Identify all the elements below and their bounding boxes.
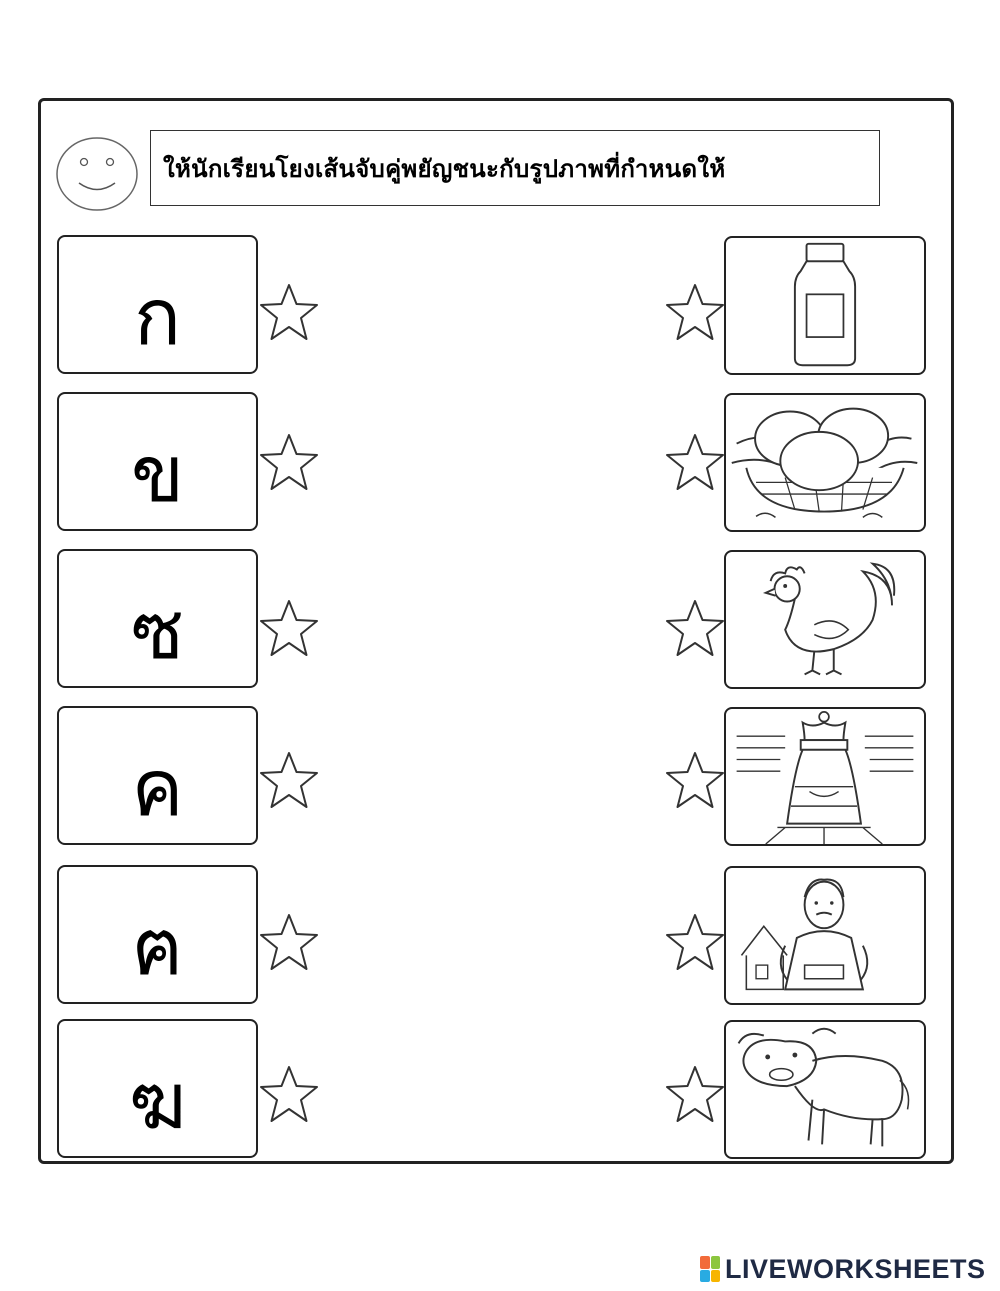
- liveworksheets-logo: [700, 1252, 986, 1286]
- letter-card-1: [57, 235, 258, 374]
- star-icon[interactable]: [258, 1064, 320, 1126]
- letter: ฆ: [128, 1057, 187, 1147]
- letter: ฅ: [131, 903, 184, 993]
- liveworksheets-brand-text: LIVEWORKSHEETS: [725, 1253, 986, 1284]
- letter-card-4: [57, 706, 258, 845]
- star-icon[interactable]: [258, 432, 320, 494]
- instruction-text: ให้นักเรียนโยงเส้นจับคู่พยัญชนะกับรูปภาพที่กำหนดให้: [150, 130, 880, 206]
- eggs-in-nest-picture: [724, 393, 926, 532]
- letter: ข: [130, 430, 185, 520]
- star-icon[interactable]: [664, 912, 726, 974]
- letter-card-6: [57, 1019, 258, 1158]
- star-icon[interactable]: [664, 282, 726, 344]
- letter: ค: [131, 744, 184, 834]
- star-icon[interactable]: [664, 432, 726, 494]
- star-icon[interactable]: [664, 1064, 726, 1126]
- star-icon[interactable]: [258, 598, 320, 660]
- letter: ก: [133, 273, 182, 363]
- man-picture: [724, 866, 926, 1005]
- letter-card-3: [57, 549, 258, 688]
- star-icon[interactable]: [258, 912, 320, 974]
- letter-card-5: [57, 865, 258, 1004]
- smiley-face-icon: [55, 136, 139, 212]
- bell-picture: [724, 707, 926, 846]
- star-icon[interactable]: [664, 598, 726, 660]
- liveworksheets-logo-icon: [700, 1256, 720, 1282]
- star-icon[interactable]: [258, 282, 320, 344]
- star-icon[interactable]: [664, 750, 726, 812]
- buffalo-picture: [724, 1020, 926, 1159]
- letter-card-2: [57, 392, 258, 531]
- rooster-picture: [724, 550, 926, 689]
- star-icon[interactable]: [258, 750, 320, 812]
- letter: ซ: [131, 587, 184, 677]
- bottle-picture: [724, 236, 926, 375]
